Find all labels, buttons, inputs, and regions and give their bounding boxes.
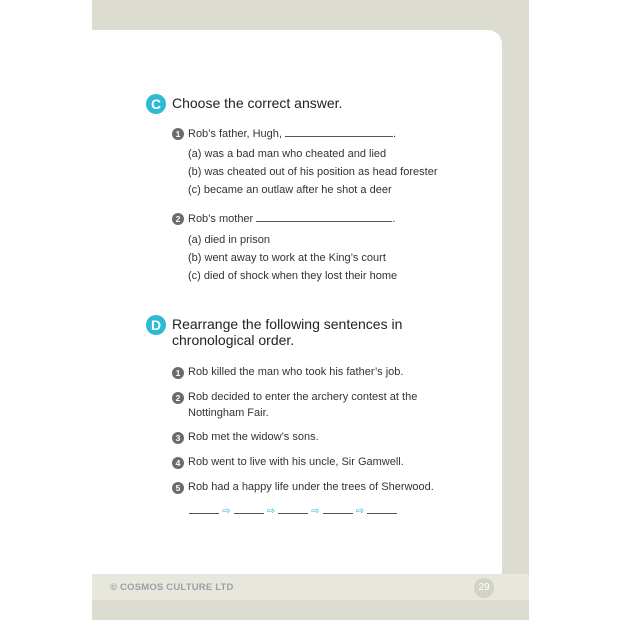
question-1-stem-text: Rob’s father, Hugh, xyxy=(188,128,282,140)
section-d-title-line-2: chronological order. xyxy=(172,332,295,348)
question-2-option-b[interactable]: (b) went away to work at the King’s court xyxy=(188,252,386,264)
question-2-stem xyxy=(188,212,395,225)
question-2-stem-text: Rob’s mother xyxy=(188,213,254,225)
sentence-4: Rob went to live with his uncle, Sir Gamwell. xyxy=(188,456,404,468)
question-1-blank[interactable] xyxy=(285,127,393,137)
question-1-option-c[interactable]: (c) became an outlaw after he shot a deer xyxy=(188,184,392,196)
page-number-badge: 29 xyxy=(474,578,494,598)
sentence-5: Rob had a happy life under the trees of Sherwood. xyxy=(188,481,434,493)
right-arrow-icon: ⇨ xyxy=(355,506,364,517)
section-d-badge: D xyxy=(146,315,166,335)
sentence-1: Rob killed the man who took his father’s job. xyxy=(188,366,404,378)
order-answer-row xyxy=(189,504,397,517)
sentence-1-number: 1 xyxy=(172,367,184,379)
right-arrow-icon: ⇨ xyxy=(222,506,231,517)
section-d-title-line-1: Rearrange the following sentences in xyxy=(172,316,403,332)
question-2-stem-end: . xyxy=(392,213,396,225)
sentence-2-line-2: Nottingham Fair. xyxy=(188,407,269,419)
question-2-option-a[interactable]: (a) died in prison xyxy=(188,234,270,246)
right-arrow-icon: ⇨ xyxy=(266,506,275,517)
question-1-option-a[interactable]: (a) was a bad man who cheated and lied xyxy=(188,148,387,160)
question-2-number: 2 xyxy=(172,213,184,225)
sentence-3: Rob met the widow’s sons. xyxy=(188,431,319,443)
sentence-5-number: 5 xyxy=(172,482,184,494)
order-blank-2[interactable] xyxy=(234,504,264,514)
question-1-option-b[interactable]: (b) was cheated out of his position as head forester xyxy=(188,166,438,178)
question-2-option-c[interactable]: (c) died of shock when they lost their home xyxy=(188,270,398,282)
sentence-2-number: 2 xyxy=(172,392,184,404)
sentence-2-line-1: Rob decided to enter the archery contest at the xyxy=(188,391,418,403)
question-1-number: 1 xyxy=(172,128,184,140)
order-blank-5[interactable] xyxy=(367,504,397,514)
question-2-blank[interactable] xyxy=(256,212,392,222)
section-c-title: Choose the correct answer. xyxy=(172,95,343,111)
order-blank-3[interactable] xyxy=(278,504,308,514)
right-arrow-icon: ⇨ xyxy=(311,506,320,517)
order-blank-1[interactable] xyxy=(189,504,219,514)
publisher-credit: © COSMOS CULTURE LTD xyxy=(110,582,234,593)
question-1-stem-end: . xyxy=(393,128,397,140)
sentence-4-number: 4 xyxy=(172,457,184,469)
order-blank-4[interactable] xyxy=(323,504,353,514)
sentence-3-number: 3 xyxy=(172,432,184,444)
section-c-badge: C xyxy=(146,94,166,114)
question-1-stem xyxy=(188,127,396,140)
